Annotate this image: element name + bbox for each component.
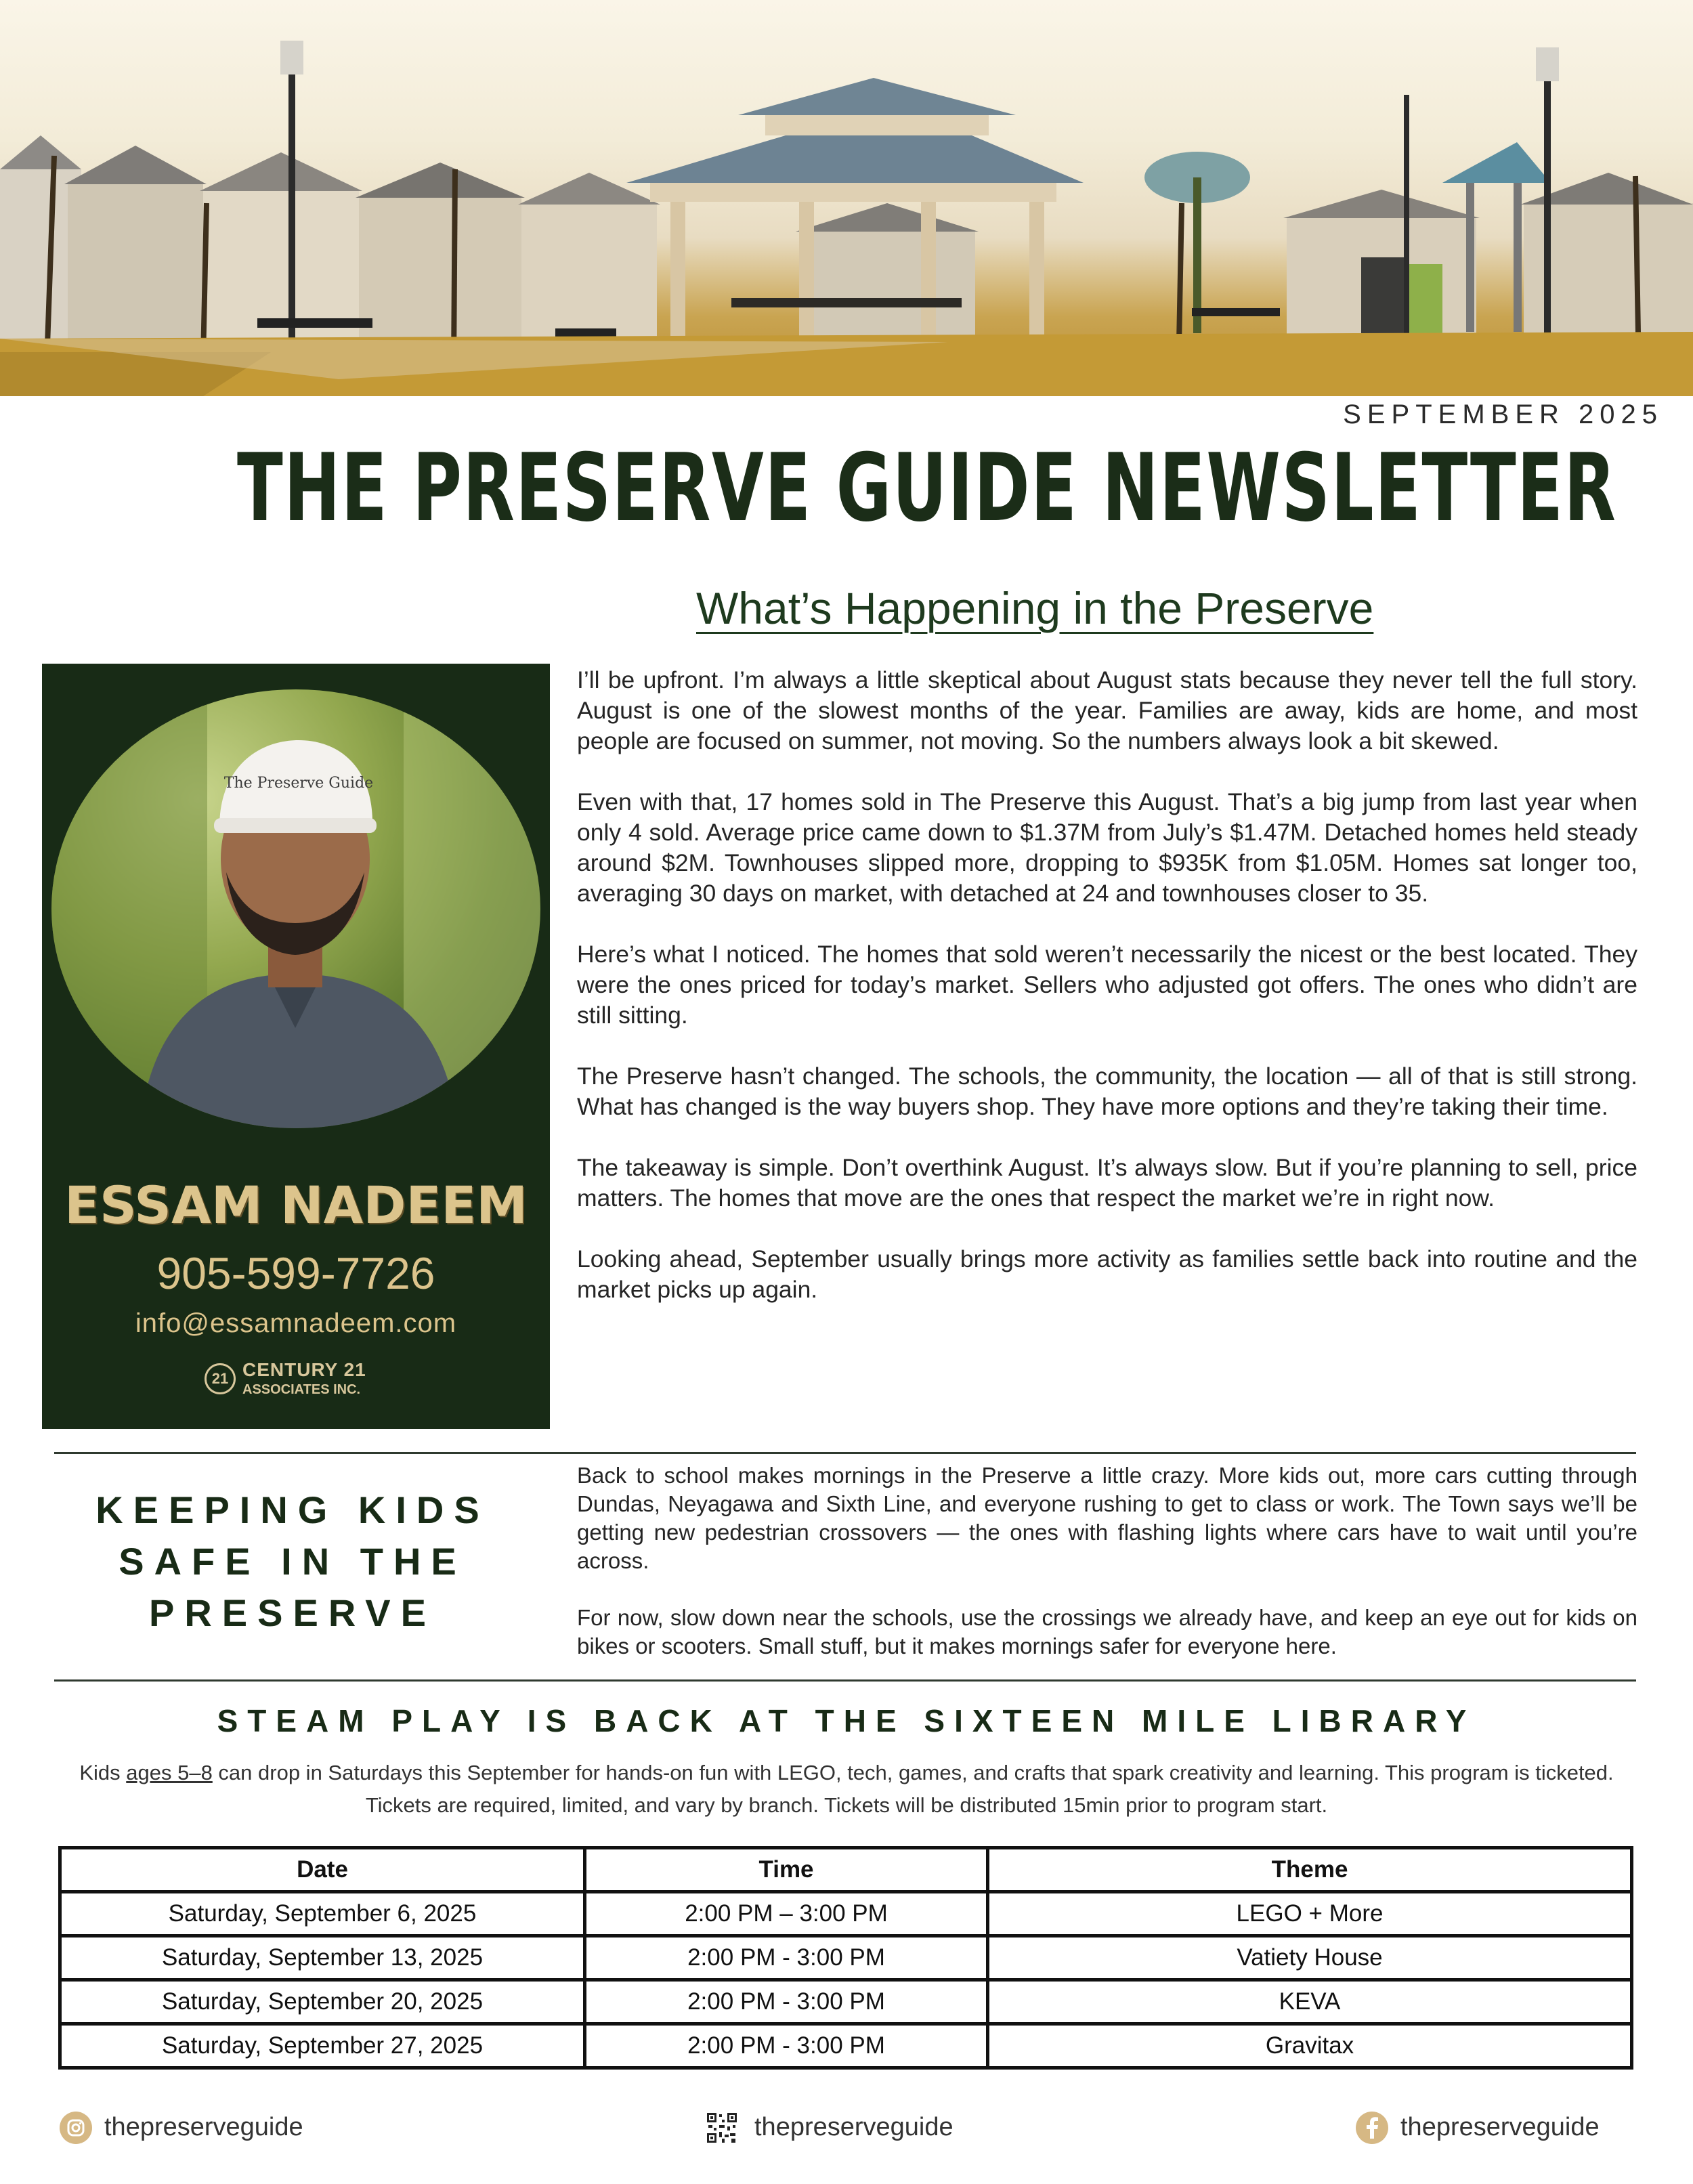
article-paragraph: Looking ahead, September usually brings more activity as families settle back into routine and the market picks up again.	[577, 1245, 1637, 1303]
table-header-row	[60, 1848, 1632, 1892]
brokerage-sub: ASSOCIATES INC.	[242, 1382, 361, 1397]
section-subtitle: What’s Happening in the Preserve	[696, 583, 1374, 633]
heading-line: SAFE IN THE	[119, 1540, 467, 1583]
heading-line: KEEPING KIDS	[95, 1489, 490, 1531]
facebook-handle: thepreserveguide	[1400, 2113, 1600, 2141]
agent-portrait	[51, 689, 540, 1128]
column-header-date: Date	[60, 1848, 585, 1892]
cell-theme: Gravitax	[988, 2024, 1632, 2068]
divider	[54, 1452, 1636, 1454]
facebook-link[interactable]	[1356, 2112, 1660, 2145]
qr-link[interactable]	[706, 2112, 1010, 2145]
desc-text: Kids	[79, 1761, 127, 1784]
newsletter-title: THE PRESERVE GUIDE NEWSLETTER	[236, 433, 1617, 542]
cell-theme: KEVA	[988, 1980, 1632, 2024]
article-paragraph: I’ll be upfront. I’m always a little skeptical about August stats because they never tell the full story. August is one of the slowest months of the year. Families are away, kids are home, and most people are focused on summer, not moving. So the numbers always look a bit skewed.	[577, 666, 1637, 754]
brokerage-logo	[205, 1358, 408, 1398]
steam-description	[54, 1757, 1639, 1822]
issue-date: SEPTEMBER 2025	[1343, 400, 1663, 429]
kids-paragraph: For now, slow down near the schools, use the crossings we already have, and keep an eye out for kids on bikes or scooters. Small stuff, but it makes mornings safer for everyone here.	[577, 1605, 1637, 1658]
table-row	[60, 1892, 1632, 1936]
column-header-theme: Theme	[988, 1848, 1632, 1892]
article-paragraph: The Preserve hasn’t changed. The schools, the community, the location — all of that is still strong. What has changed is the way buyers shop. They have more options and they’re taking their time.	[577, 1063, 1637, 1120]
desc-text: can drop in Saturdays this September for hands-on fun with LEGO, tech, games, and crafts that spark creativity and learning. This program is ticketed. Tickets are required, limited, and vary by branch. Tickets will be distributed 15min prior to program start.	[212, 1761, 1614, 1817]
cell-date: Saturday, September 20, 2025	[60, 1980, 585, 2024]
cell-theme: Vatiety House	[988, 1936, 1632, 1980]
cap-text: The Preserve Guide	[223, 775, 374, 792]
cell-date: Saturday, September 6, 2025	[60, 1892, 585, 1936]
article-paragraph: The takeaway is simple. Don’t overthink August. It’s always slow. But if you’re planning to sell, price matters. The homes that move are the ones that respect the market we’re in right now.	[577, 1154, 1637, 1212]
agent-name: ESSAM NADEEM	[64, 1175, 528, 1235]
article-paragraph: Here’s what I noticed. The homes that sold weren’t necessarily the nicest or the best located. They were the ones priced for today’s market. Sellers who adjusted got offers. The ones who didn’t are still sitting.	[577, 941, 1637, 1029]
cell-time: 2:00 PM - 3:00 PM	[585, 1980, 988, 2024]
century21-icon: 21	[205, 1363, 236, 1394]
table-row	[60, 1936, 1632, 1980]
agent-card	[42, 664, 550, 1429]
instagram-handle: thepreserveguide	[104, 2113, 303, 2141]
article-paragraph: Even with that, 17 homes sold in The Preserve this August. That’s a big jump from last year when only 4 sold. Average price came down to $1.37M from July’s $1.47M. Detached homes held steady around $2M. Townhouses slipped more, dropping to $935K from $1.05M. Homes sat longer too, averaging 30 days on market, with detached at 24 and townhouses closer to 35.	[577, 788, 1637, 907]
brokerage-name: CENTURY 21	[242, 1359, 366, 1380]
cell-time: 2:00 PM - 3:00 PM	[585, 2024, 988, 2068]
qr-code-icon	[706, 2112, 738, 2144]
cell-theme: LEGO + More	[988, 1892, 1632, 1936]
kids-safety-heading	[56, 1484, 530, 1639]
divider	[54, 1679, 1636, 1682]
cell-time: 2:00 PM – 3:00 PM	[585, 1892, 988, 1936]
table-row	[60, 2024, 1632, 2068]
cell-date: Saturday, September 13, 2025	[60, 1936, 585, 1980]
facebook-icon	[1356, 2112, 1388, 2144]
agent-portrait-illustration	[51, 689, 540, 1128]
heading-line: PRESERVE	[149, 1591, 436, 1634]
park-scene-illustration	[0, 0, 1693, 396]
qr-handle: thepreserveguide	[754, 2113, 953, 2141]
cell-time: 2:00 PM - 3:00 PM	[585, 1936, 988, 1980]
schedule-table	[58, 1846, 1633, 2070]
column-header-time: Time	[585, 1848, 988, 1892]
ages-link[interactable]: ages 5–8	[126, 1761, 213, 1784]
hero-photo	[0, 0, 1693, 396]
steam-heading: STEAM PLAY IS BACK AT THE SIXTEEN MILE LIBRARY	[217, 1703, 1476, 1738]
market-article	[577, 665, 1637, 1305]
kids-safety-text	[577, 1461, 1637, 1661]
agent-email[interactable]: info@essamnadeem.com	[135, 1308, 457, 1338]
instagram-link[interactable]	[60, 2112, 364, 2145]
kids-paragraph: Back to school makes mornings in the Preserve a little crazy. More kids out, more cars cutting through Dundas, Neyagawa and Sixth Line, and everyone rushing to get to class or work. The Town says we’ll be getting new pedestrian crossovers — the ones with flashing lights where cars have to wait until you’re across.	[577, 1463, 1637, 1573]
instagram-icon	[60, 2112, 92, 2144]
table-row	[60, 1980, 1632, 2024]
cell-date: Saturday, September 27, 2025	[60, 2024, 585, 2068]
agent-phone[interactable]: 905-599-7726	[156, 1248, 435, 1298]
